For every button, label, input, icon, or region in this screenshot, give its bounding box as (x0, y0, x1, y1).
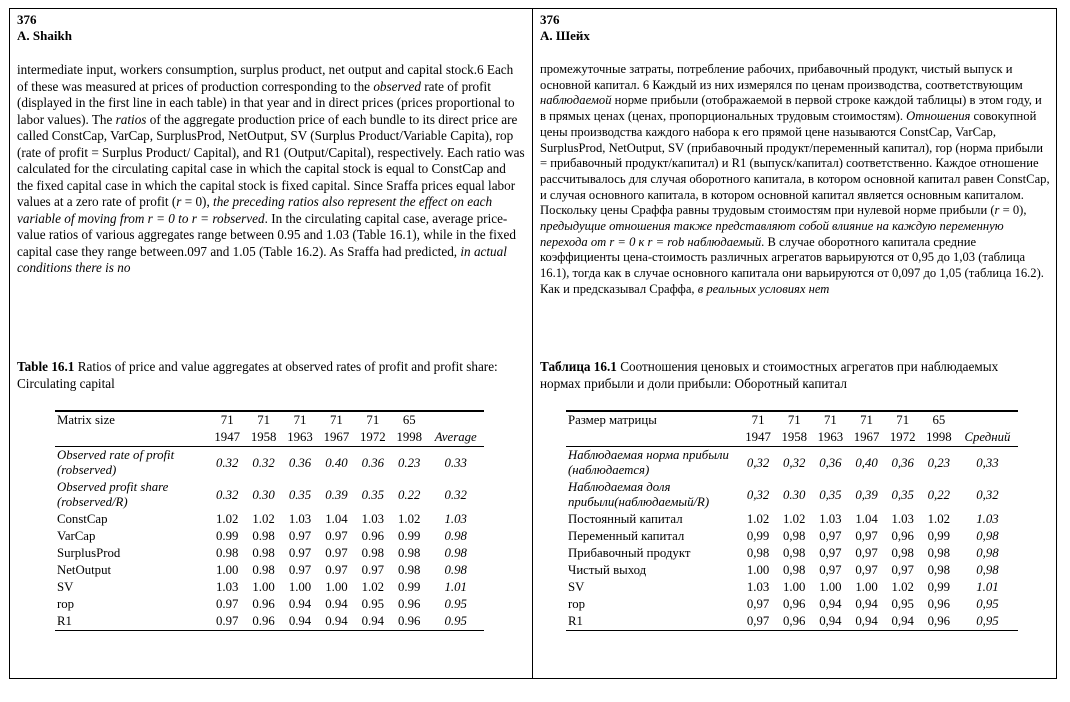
value-cell: 0.94 (318, 613, 354, 631)
table-row (566, 562, 1018, 579)
average-cell: 0.32 (444, 487, 467, 502)
table-row (55, 528, 484, 545)
value-cell: 1.03 (216, 580, 239, 594)
value-cell: 0.96 (391, 613, 427, 631)
table-row (55, 447, 484, 480)
table-row (55, 596, 484, 613)
italic-text-run: r (994, 203, 1000, 218)
table-row (55, 579, 484, 596)
value-cell: 0.97 (288, 529, 312, 543)
italic-text-run: ratios (115, 111, 147, 127)
italic-text-run: the preceding ratios also represent the effect on each variable of moving from r = 0 to r = robserved (17, 194, 493, 226)
data-table (566, 410, 1018, 631)
column-header-matrix-size: 71 (776, 411, 812, 429)
column-header-blank (55, 429, 209, 447)
value-cell: 0.30 (783, 487, 806, 502)
value-cell: 0,97 (819, 546, 842, 560)
value-cell: 0,95 (891, 597, 914, 611)
page-number: 376 (17, 12, 37, 27)
row-label: Переменный капитал (568, 529, 685, 543)
value-cell: 0.96 (361, 529, 385, 543)
value-cell: 1.03 (819, 512, 842, 526)
value-cell: 1.02 (891, 580, 914, 594)
row-label: Прибавочный продукт (568, 546, 691, 560)
column-header-year: 1947 (740, 429, 776, 447)
text-run: . In the circulating capital case, average price-value ratios of various aggregates range between 0.95 and 1.03 (Table 16.1), while in the fixed capital case they range between.097 and 1.05 (Table 16.2). As Sraffa had predicted, (17, 210, 516, 259)
row-label: Observed profit share (robserved/R) (57, 480, 169, 509)
value-cell: 0.96 (245, 613, 281, 631)
author-heading: A. Shaikh (17, 28, 72, 43)
value-cell: 0,32 (746, 455, 770, 470)
value-cell: 1.02 (216, 512, 239, 526)
value-cell: 0,36 (819, 455, 842, 470)
column-header-matrix-size: 71 (282, 411, 318, 429)
body-paragraph (540, 62, 1050, 298)
value-cell: 0.97 (209, 613, 245, 631)
value-cell: 0.96 (252, 597, 275, 611)
value-cell: 0.98 (252, 563, 275, 577)
value-cell: 0.97 (325, 563, 348, 577)
table-caption (540, 358, 1040, 392)
row-label: VarCap (57, 529, 96, 543)
column-header-year: 1998 (921, 429, 957, 447)
row-label: rop (57, 597, 75, 611)
row-label: Наблюдаемая норма прибыли (наблюдается) (568, 448, 729, 477)
average-cell: 0.98 (444, 529, 467, 543)
value-cell: 1.03 (891, 512, 914, 526)
text-run: = 0), (181, 194, 214, 209)
average-cell: 0,33 (976, 455, 999, 470)
value-cell: 0,97 (855, 546, 878, 560)
average-cell: 1.01 (976, 580, 999, 594)
average-cell: 0,98 (976, 546, 999, 560)
table-header-row (55, 429, 484, 447)
value-cell: 1.03 (746, 580, 770, 594)
table-row (55, 479, 484, 511)
average-cell: 0.95 (427, 613, 484, 631)
column-header-matrix-size: 65 (391, 411, 427, 429)
column-header-matrix-size (427, 411, 484, 429)
value-cell: 0.97 (325, 546, 348, 560)
value-cell: 0,32 (746, 487, 770, 502)
value-cell: 1.03 (361, 512, 385, 526)
value-cell: 0.32 (216, 487, 239, 502)
value-cell: 0.32 (216, 455, 239, 470)
value-cell: 0.97 (361, 563, 385, 577)
value-cell: 0,40 (855, 455, 878, 470)
column-header-year: 1972 (355, 429, 391, 447)
column-header-year: 1998 (391, 429, 427, 447)
value-cell: 0,94 (819, 597, 842, 611)
table-row (55, 562, 484, 579)
text-run: промежуточные затраты, потребление рабочих, прибавочный продукт, чистый выпуск и основной капитал. 6 Каждый из них измерялся по ценам производства, соответствующим (540, 62, 1023, 92)
value-cell: 0,96 (921, 613, 957, 631)
value-cell: 0,35 (819, 487, 842, 502)
value-cell: 0,96 (776, 613, 812, 631)
value-cell: 0.99 (398, 580, 421, 594)
row-label: rop (568, 597, 586, 611)
column-header-year: Средний (957, 429, 1018, 447)
text-run: of the aggregate production price of each bundle to its direct price are called ConstCap, VarCap, SurplusProd, NetOutput, SV (Surplus Product/Variable Capita), rop (rate of profit = Surplus Product/ Capital), and R1 (Output/Capital), respectively. Each ratio was calculated for the circulating capital case in which the capital stock is equal to ConstCap and the fixed capital case in which the capital stock is fixed capital. Since Sraffa prices equal labor values at a zero rate of profit ( (17, 111, 525, 209)
value-cell: 0,94 (848, 613, 884, 631)
italic-text-run: предыдущие отношения также представляют собой влияние на каждую переменную перехода от r = 0 к r = rob наблюдаемый (540, 219, 1004, 249)
value-cell: 0.98 (398, 546, 421, 560)
column-header-year: Average (427, 429, 484, 447)
text-run: rate of profit (displayed in the first line in each table) in that year and in direct prices (prices proportional to labor values). The (17, 78, 515, 127)
column-header-matrix-size: 71 (245, 411, 281, 429)
average-cell: 0,32 (976, 487, 999, 502)
row-label: Наблюдаемая доля прибыли(наблюдаемый/R) (568, 480, 710, 509)
value-cell: 0,36 (891, 455, 914, 470)
value-cell: 0,99 (746, 529, 770, 543)
value-cell: 1.02 (927, 512, 951, 526)
average-cell: 0,98 (976, 529, 999, 543)
value-cell: 0,96 (927, 597, 951, 611)
column-header-year: 1958 (245, 429, 281, 447)
value-cell: 0,99 (927, 529, 951, 543)
text-run: intermediate input, workers consumption, surplus product, net output and capital stock.6 Each of these was measured at prices of production corresponding to the (17, 62, 514, 94)
column-header-matrix-size: 71 (885, 411, 921, 429)
column-header-matrix-size: 71 (318, 411, 354, 429)
column-header-label: Matrix size (55, 411, 209, 429)
value-cell: 0.95 (361, 597, 385, 611)
value-cell: 0.99 (398, 529, 421, 543)
average-cell: 0.98 (444, 563, 467, 577)
table-header-row (566, 429, 1018, 447)
italic-text-run: observed (373, 78, 421, 94)
value-cell: 0,98 (891, 546, 914, 560)
value-cell: 0,97 (855, 563, 878, 577)
table-row (566, 545, 1018, 562)
value-cell: 0,35 (891, 487, 914, 502)
column-header-year: 1947 (209, 429, 245, 447)
value-cell: 0.36 (288, 455, 312, 470)
table-caption-text: Ratios of price and value aggregates at observed rates of profit and profit share: Circulating capital (17, 359, 498, 391)
column-header-matrix-size: 71 (848, 411, 884, 429)
value-cell: 0.35 (361, 487, 385, 502)
table-row (566, 579, 1018, 596)
value-cell: 1.00 (252, 580, 275, 594)
text-run: = 0), (999, 203, 1027, 218)
text-run: норме прибыли (отображаемой в первой строке каждой таблицы) в этом году, и в прямых ценах (ценах, пропорциональных трудовым стоимостям). (540, 93, 1042, 124)
row-label: SV (57, 580, 74, 594)
value-cell: 0.97 (325, 529, 348, 543)
value-cell: 0.40 (325, 455, 348, 470)
value-cell: 1.00 (746, 563, 770, 577)
table-header-row (566, 411, 1018, 429)
value-cell: 0,97 (855, 529, 878, 543)
value-cell: 0.35 (288, 487, 312, 502)
value-cell: 0,97 (819, 563, 842, 577)
value-cell: 0,98 (927, 563, 951, 577)
value-cell: 0,98 (783, 546, 806, 560)
row-label: Observed rate of profit (robserved) (57, 448, 175, 477)
value-cell: 0.97 (288, 563, 312, 577)
value-cell: 1.02 (361, 580, 385, 594)
value-cell: 0,98 (783, 563, 806, 577)
value-cell: 1.00 (819, 580, 842, 594)
value-cell: 0,97 (740, 613, 776, 631)
text-run: совокупной цены производства каждого набора к его прямой цене называются ConstCap, VarCap, SurplusProd, NetOutput, SV (прибавочный продукт/переменный капитал), rop (норма прибыли = прибавочный продукт/капитал) и R1 (выпуск/капитал) соответственно. Каждое отношение рассчитывалось для случая оборотного капитала, в котором основной капитал равен ConstCap, и случая основного капитала, в котором основной капитал является основным капиталом. Поскольку цены Сраффа равны трудовым стоимостям при нулевой норме прибыли ( (540, 109, 1050, 218)
value-cell: 0,94 (855, 597, 878, 611)
row-label: SV (568, 580, 585, 594)
column-header-matrix-size (957, 411, 1018, 429)
value-cell: 1.02 (252, 512, 275, 526)
average-cell: 1.03 (976, 512, 999, 526)
value-cell: 0.98 (398, 563, 421, 577)
row-label: R1 (55, 613, 209, 631)
left-column (17, 12, 525, 277)
average-cell: 0.98 (444, 546, 467, 560)
column-header-matrix-size: 71 (209, 411, 245, 429)
average-cell: 0.33 (444, 455, 467, 470)
value-cell: 0.96 (398, 597, 421, 611)
value-cell: 1.02 (783, 512, 806, 526)
value-cell: 1.04 (855, 512, 878, 526)
value-cell: 0.23 (398, 455, 421, 470)
value-cell: 0.94 (325, 597, 348, 611)
column-divider (532, 8, 533, 679)
table-caption-text: Соотношения ценовых и стоимостных агрегатов при наблюдаемых нормах прибыли и доли прибыли: Оборотный капитал (540, 359, 999, 391)
column-header-year: 1958 (776, 429, 812, 447)
value-cell: 0,32 (783, 455, 806, 470)
table-row (566, 511, 1018, 528)
value-cell: 0.39 (325, 487, 348, 502)
value-cell: 0.98 (361, 546, 385, 560)
column-header-blank (566, 429, 740, 447)
value-cell: 0.32 (252, 455, 275, 470)
value-cell: 0,23 (927, 455, 951, 470)
row-label: Чистый выход (568, 563, 647, 577)
column-header-year: 1967 (318, 429, 354, 447)
value-cell: 0,22 (927, 487, 951, 502)
value-cell: 0,98 (746, 546, 770, 560)
value-cell: 0,98 (783, 529, 806, 543)
row-label: NetOutput (57, 563, 112, 577)
value-cell: 0,98 (927, 546, 951, 560)
author-heading: А. Шейх (540, 28, 590, 43)
table-caption-label: Table 16.1 (17, 359, 75, 374)
value-cell: 1.02 (398, 512, 421, 526)
table-row (566, 596, 1018, 613)
italic-text-run: in actual conditions there is no (17, 243, 507, 275)
column-header-matrix-size: 65 (921, 411, 957, 429)
value-cell: 1.04 (325, 512, 348, 526)
value-cell: 0,94 (885, 613, 921, 631)
value-cell: 0,94 (812, 613, 848, 631)
value-cell: 0.99 (216, 529, 239, 543)
row-label: ConstCap (57, 512, 108, 526)
value-cell: 0.94 (355, 613, 391, 631)
value-cell: 0.98 (216, 546, 239, 560)
column-header-matrix-size: 71 (812, 411, 848, 429)
value-cell: 0.22 (398, 487, 421, 502)
row-label: SurplusProd (57, 546, 121, 560)
table-row (566, 447, 1018, 480)
column-header-year: 1967 (848, 429, 884, 447)
table-caption-label: Таблица 16.1 (540, 359, 617, 374)
value-cell: 0,39 (855, 487, 878, 502)
value-cell: 1.00 (855, 580, 878, 594)
column-header-label: Размер матрицы (566, 411, 740, 429)
column-header-matrix-size: 71 (740, 411, 776, 429)
row-label: Постоянный капитал (568, 512, 683, 526)
value-cell: 0.94 (288, 597, 312, 611)
value-cell: 0.30 (252, 487, 275, 502)
value-cell: 0.36 (361, 455, 385, 470)
average-cell: 0.95 (444, 597, 467, 611)
table-row (55, 511, 484, 528)
value-cell: 0,97 (819, 529, 842, 543)
average-cell: 1.03 (444, 512, 467, 526)
value-cell: 0.97 (216, 597, 239, 611)
value-cell: 0,97 (746, 597, 770, 611)
value-cell: 1.02 (746, 512, 770, 526)
table-header-row (55, 411, 484, 429)
table-row (55, 613, 484, 631)
value-cell: 1.00 (216, 563, 239, 577)
column-header-year: 1972 (885, 429, 921, 447)
average-cell: 0,95 (957, 613, 1018, 631)
italic-text-run: в реальных условиях нет (697, 281, 830, 296)
value-cell: 1.00 (288, 580, 312, 594)
average-cell: 1.01 (444, 580, 467, 594)
table-caption (17, 358, 517, 392)
data-table (55, 410, 484, 631)
table-row (566, 528, 1018, 545)
table-row (566, 613, 1018, 631)
italic-text-run: наблюдаемой (540, 93, 612, 108)
value-cell: 0,97 (891, 563, 914, 577)
column-header-year: 1963 (812, 429, 848, 447)
text-run: . В случае оборотного капитала средние коэффициенты цена-стоимость различных агрегатов варьируются от 0,95 до 1,03 (таблица 16.1), тогда как в случае основного капитала они варьируются от 0,097 до 1,05 (таблица 16.2). Как и предсказывал Сраффа, (540, 234, 1044, 296)
average-cell: 0,98 (976, 563, 999, 577)
average-cell: 0,95 (976, 597, 999, 611)
value-cell: 1.03 (288, 512, 312, 526)
table-row (566, 479, 1018, 511)
column-header-year: 1963 (282, 429, 318, 447)
row-label: R1 (566, 613, 740, 631)
right-column (540, 12, 1050, 298)
value-cell: 0,96 (891, 529, 914, 543)
value-cell: 0,99 (927, 580, 951, 594)
value-cell: 0,96 (783, 597, 806, 611)
value-cell: 1.00 (325, 580, 348, 594)
page-number: 376 (540, 12, 560, 27)
value-cell: 0.94 (282, 613, 318, 631)
body-paragraph (17, 62, 525, 277)
italic-text-run: r (176, 194, 182, 209)
value-cell: 0.98 (252, 529, 275, 543)
value-cell: 1.00 (783, 580, 806, 594)
table-row (55, 545, 484, 562)
value-cell: 0.98 (252, 546, 275, 560)
column-header-matrix-size: 71 (355, 411, 391, 429)
italic-text-run: Отношения (906, 109, 971, 124)
value-cell: 0.97 (288, 546, 312, 560)
